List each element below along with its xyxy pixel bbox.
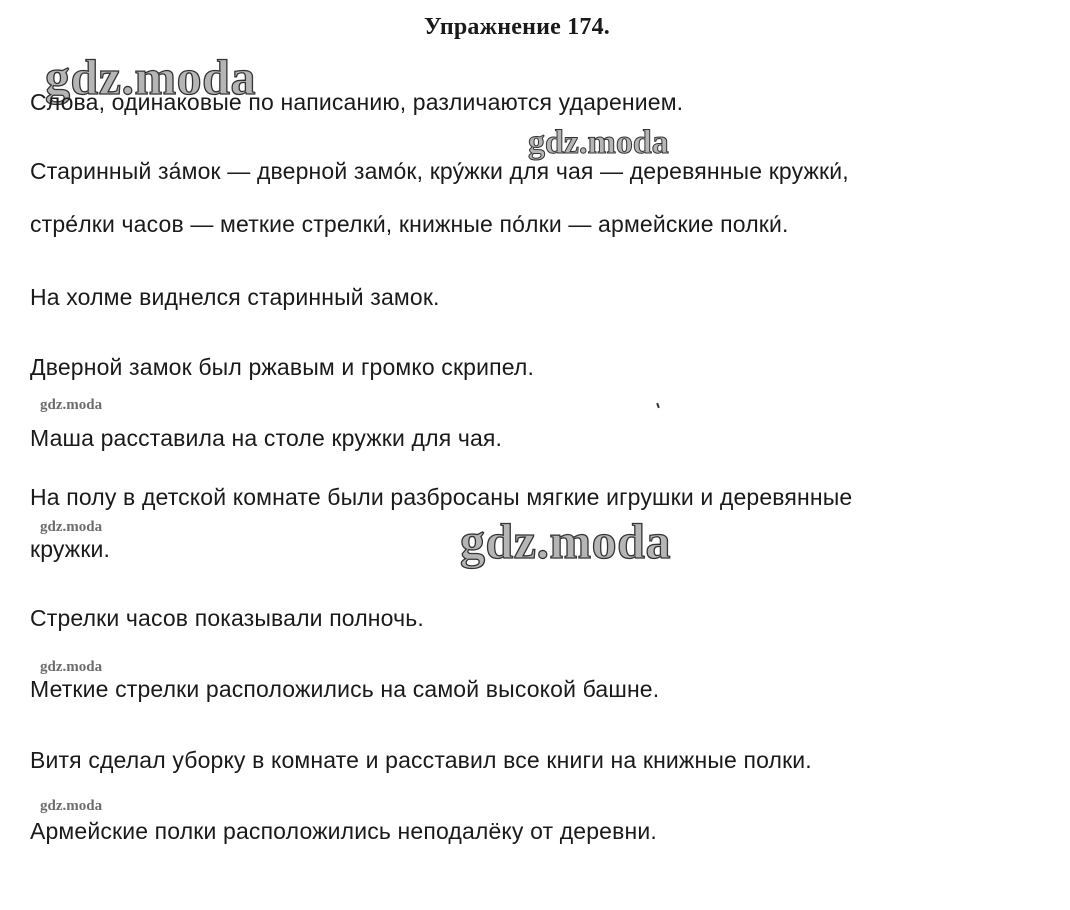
text-line-pairs-1: Старинный за́мок — дверной замо́к, кру́жки для чая — деревянные кружки́, (30, 158, 849, 184)
watermark-logo: gdz.moda (40, 519, 103, 535)
text-line-pairs-2: стре́лки часов — меткие стрелки́, книжные по́лки — армейские полки́. (30, 211, 789, 237)
exercise-title: Упражнение 174. (423, 14, 610, 40)
watermark-logo: gdz.moda (460, 513, 671, 569)
text-line-sentence-2: Дверной замок был ржавым и громко скрипел. (30, 354, 535, 380)
text-line-sentence-1: На холме виднелся старинный замок. (30, 284, 440, 310)
watermark-logo: gdz.moda (528, 124, 669, 161)
text-line-sentence-5: Стрелки часов показывали полночь. (30, 605, 424, 631)
text-line-sentence-3: Маша расставила на столе кружки для чая. (30, 425, 503, 451)
text-line-sentence-8: Армейские полки расположились неподалёку от деревни. (30, 818, 657, 844)
watermark-logo: gdz.moda (40, 798, 103, 814)
text-line-sentence-7: Витя сделал уборку в комнате и расставил все книги на книжные полки. (30, 747, 812, 773)
text-line-sentence-6: Меткие стрелки расположились на самой высокой башне. (30, 676, 660, 702)
text-line-sentence-4b: кружки. (30, 536, 111, 562)
watermark-logo: gdz.moda (40, 659, 103, 675)
watermark-logo: gdz.moda (45, 49, 256, 105)
text-line-intro: Слова, одинаковые по написанию, различаются ударением. (30, 89, 684, 115)
watermark-logo: gdz.moda (40, 397, 103, 413)
text-line-sentence-4a: На полу в детской комнате были разбросаны мягкие игрушки и деревянные (30, 484, 853, 510)
scan-speck (656, 403, 660, 408)
